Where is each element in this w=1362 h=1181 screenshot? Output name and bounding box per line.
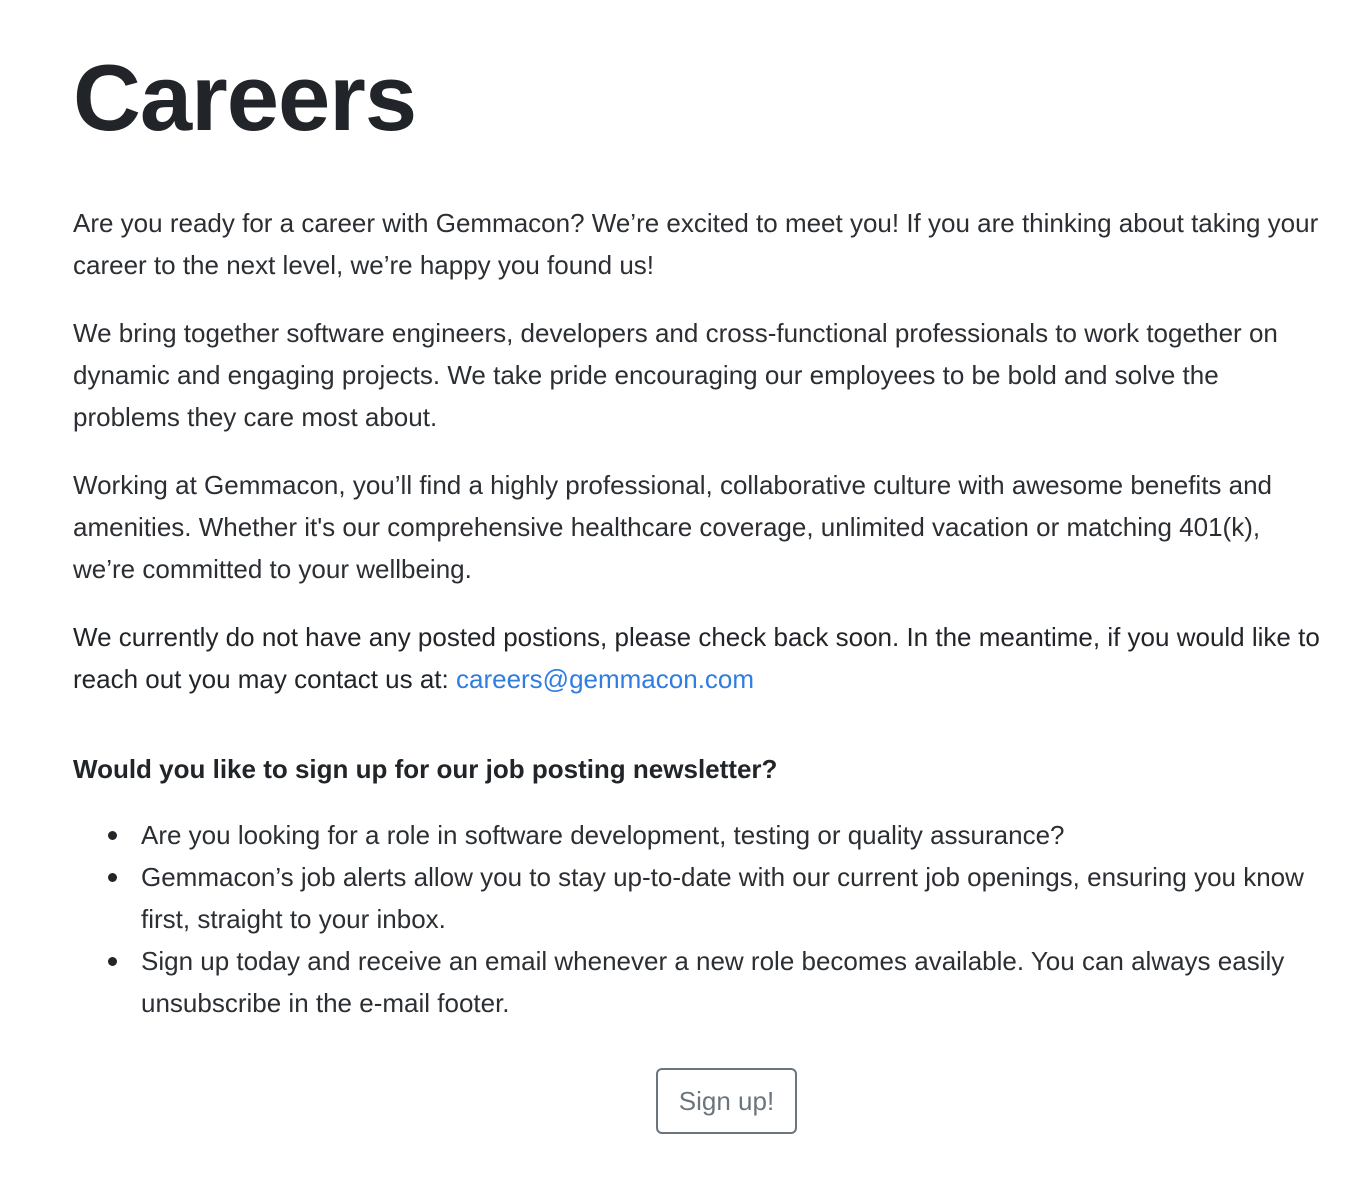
list-item [141,814,1322,856]
list-item [141,940,1322,1024]
bullet-icon [108,831,117,840]
bullet-icon [108,873,117,882]
intro-section [73,202,1322,700]
list-item-text: Are you looking for a role in software development, testing or quality assurance? [141,820,1065,850]
intro-paragraph: Working at Gemmacon, you’ll find a highly professional, collaborative culture with awesome benefits and amenities. Whether it's our comprehensive healthcare coverage, unlimited vacation or matching 401(k), we’re committed to your wellbeing. [73,470,1273,584]
sign-up-button[interactable]: Sign up! [656,1068,797,1134]
list-item [141,856,1322,940]
list-item-text: Sign up today and receive an email whenever a new role becomes available. You can always easily unsubscribe in the e-mail footer. [141,946,1285,1018]
intro-paragraph: We bring together software engineers, developers and cross-functional professionals to work together on dynamic and engaging projects. We take pride encouraging our employees to be bold and solve the problems they care most about. [73,318,1278,432]
newsletter-heading: Would you like to sign up for our job posting newsletter? [73,754,778,784]
newsletter-benefits-list [73,814,1322,1024]
contact-email-link[interactable]: careers@gemmacon.com [455,664,755,694]
notice-text: We currently do not have any posted postions, please check back soon. In the meantime, if you would like to reach out you may contact us at: [73,622,1320,694]
bullet-icon [108,957,117,966]
signup-container [0,1068,1362,1134]
list-item-text: Gemmacon’s job alerts allow you to stay up-to-date with our current job openings, ensuring you know first, straight to your inbox. [141,862,1304,934]
page-title: Careers [73,45,417,150]
no-positions-notice [73,616,1322,700]
intro-paragraph: Are you ready for a career with Gemmacon? We’re excited to meet you! If you are thinking about taking your career to the next level, we’re happy you found us! [73,208,1319,280]
